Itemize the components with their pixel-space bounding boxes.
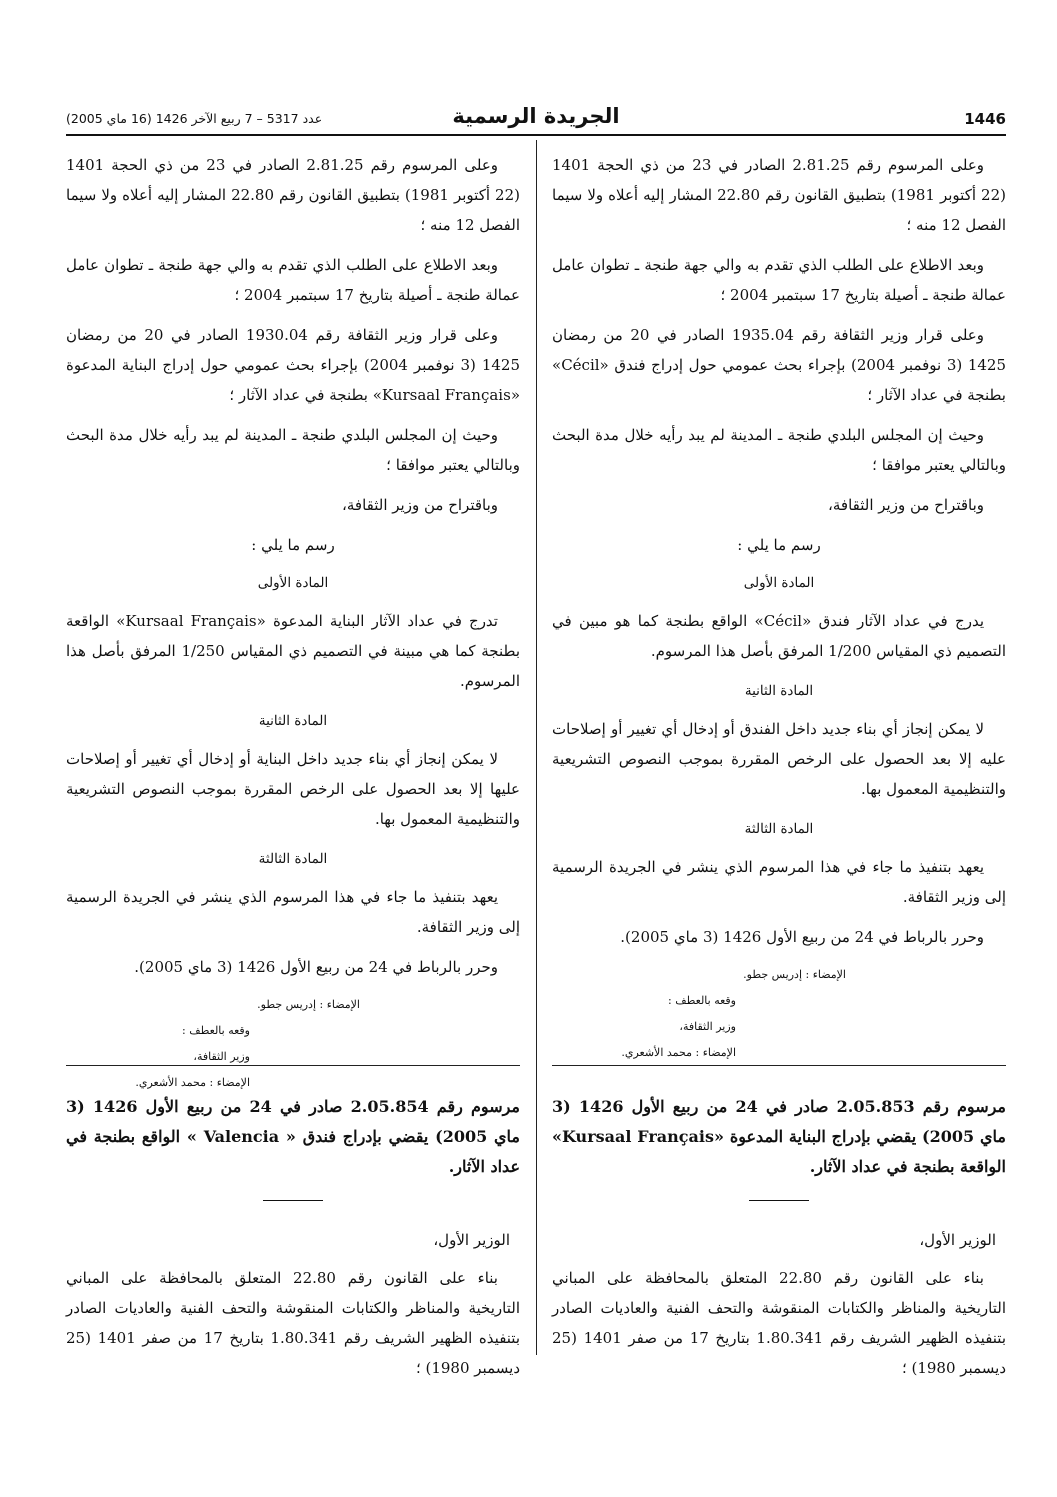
page-number: 1446	[964, 110, 1006, 128]
minister-title: وزير الثقافة،	[679, 1020, 736, 1033]
right-column	[552, 150, 1006, 1066]
paragraph: وعلى المرسوم رقم 2.81.25 الصادر في 23 من ذي الحجة 1401 (22 أكتوبر 1981) بتطبيق القانون رقم 22.80 المشار إليه أعلاه ولا سيما الفصل 12 منه ؛	[552, 156, 1006, 234]
paragraph: وعلى قرار وزير الثقافة رقم 1930.04 الصادر في 20 من رمضان 1425 (3 نوفمبر 2004) بإجراء بحث عمومي حول إدراج البناية المدعوة «Kursaal Français» بطنجة في عداد الآثار ؛	[66, 326, 520, 404]
decreed: رسم ما يلي :	[251, 536, 335, 554]
short-rule	[263, 1200, 323, 1201]
article-2-text: لا يمكن إنجاز أي بناء جديد داخل البناية أو إدخال أي تغيير أو إصلاحات عليها إلا بعد الحصول على الرخص المقررة بموجب النصوص التشريعية والتنظيمية المعمول بها.	[66, 750, 520, 828]
article-1-title: المادة الأولى	[743, 575, 815, 591]
article-2-title: المادة الثانية	[744, 683, 814, 699]
signature: الإمضاء : إدريس جطو.	[743, 968, 846, 981]
proposal: وباقتراح من وزير الثقافة،	[828, 496, 984, 514]
short-rule	[749, 1200, 809, 1201]
decree-title: مرسوم رقم 2.05.854 صادر في 24 من ربيع الأول 1426 (3 ماي 2005) يقضي بإدراج فندق « Valencia » الواقع بطنجة في عداد الآثار.	[66, 1097, 521, 1176]
column-divider	[536, 140, 537, 1355]
signature: الإمضاء : إدريس جطو.	[257, 998, 360, 1011]
minister-signature: الإمضاء : محمد الأشعري.	[135, 1076, 250, 1089]
paragraph: وبعد الاطلاع على الطلب الذي تقدم به والي جهة طنجة ـ تطوان عامل عمالة طنجة ـ أصيلة بتاريخ 17 سبتمبر 2004 ؛	[552, 256, 1006, 304]
paragraph: وعلى قرار وزير الثقافة رقم 1935.04 الصادر في 20 من رمضان 1425 (3 نوفمبر 2004) بإجراء بحث عمومي حول إدراج فندق «Cécil» بطنجة في عداد الآثار ؛	[552, 326, 1007, 404]
left-column	[66, 150, 520, 1096]
paragraph: وبعد الاطلاع على الطلب الذي تقدم به والي جهة طنجة ـ تطوان عامل عمالة طنجة ـ أصيلة بتاريخ 17 سبتمبر 2004 ؛	[66, 256, 520, 304]
minister-signature: الإمضاء : محمد الأشعري.	[621, 1046, 736, 1059]
prime-minister: الوزير الأول،	[433, 1231, 510, 1249]
section-divider	[66, 1065, 520, 1066]
paragraph: وحيث إن المجلس البلدي طنجة ـ المدينة لم يبد رأيه خلال مدة البحث وبالتالي يعتبر موافقا ؛	[552, 426, 1006, 474]
article-1-text: تدرج في عداد الآثار البناية المدعوة «Kursaal Français» الواقعة بطنجة كما هي مبينة في التصميم ذي المقياس 1/250 المرفق بأصل هذا المرسوم.	[66, 612, 520, 690]
proposal: وباقتراح من وزير الثقافة،	[342, 496, 498, 514]
article-2-text: لا يمكن إنجاز أي بناء جديد داخل الفندق أو إدخال أي تغيير أو إصلاحات عليه إلا بعد الحصول على الرخص المقررة بموجب النصوص التشريعية والتنظيمية المعمول بها.	[552, 720, 1006, 798]
page-header	[66, 104, 1006, 136]
preamble: بناء على القانون رقم 22.80 المتعلق بالمحافظة على المباني التاريخية والمناظر والكتابات المنقوشة والتحف الفنية والعاديات الصادر بتنفيذه الظهير الشريف رقم 1.80.341 بتاريخ 17 من صفر 1401 (25 ديسمبر 1980) ؛	[66, 1269, 521, 1377]
countersign: وقعه بالعطف :	[182, 1024, 250, 1037]
section-divider	[552, 1065, 1006, 1066]
paragraph: وعلى المرسوم رقم 2.81.25 الصادر في 23 من ذي الحجة 1401 (22 أكتوبر 1981) بتطبيق القانون رقم 22.80 المشار إليه أعلاه ولا سيما الفصل 12 منه ؛	[66, 156, 520, 234]
minister-title: وزير الثقافة،	[193, 1050, 250, 1063]
decreed: رسم ما يلي :	[737, 536, 821, 554]
preamble: بناء على القانون رقم 22.80 المتعلق بالمحافظة على المباني التاريخية والمناظر والكتابات المنقوشة والتحف الفنية والعاديات الصادر بتنفيذه الظهير الشريف رقم 1.80.341 بتاريخ 17 من صفر 1401 (25 ديسمبر 1980) ؛	[552, 1269, 1007, 1377]
paragraph: وحيث إن المجلس البلدي طنجة ـ المدينة لم يبد رأيه خلال مدة البحث وبالتالي يعتبر موافقا ؛	[66, 426, 520, 474]
article-1-text: يدرج في عداد الآثار فندق «Cécil» الواقع بطنجة كما هو مبين في التصميم ذي المقياس 1/200 المرفق بأصل هذا المرسوم.	[552, 612, 1006, 660]
journal-title: الجريدة الرسمية	[452, 104, 620, 128]
decree-right	[552, 1092, 1006, 1383]
decree-left	[66, 1092, 520, 1383]
article-3-title: المادة الثالثة	[258, 851, 328, 867]
countersign: وقعه بالعطف :	[668, 994, 736, 1007]
done-at: وحرر بالرباط في 24 من ربيع الأول 1426 (3 ماي 2005).	[134, 958, 498, 976]
article-2-title: المادة الثانية	[258, 713, 328, 729]
article-3-text: يعهد بتنفيذ ما جاء في هذا المرسوم الذي ينشر في الجريدة الرسمية إلى وزير الثقافة.	[66, 888, 520, 936]
article-3-text: يعهد بتنفيذ ما جاء في هذا المرسوم الذي ينشر في الجريدة الرسمية إلى وزير الثقافة.	[552, 858, 1006, 906]
article-1-title: المادة الأولى	[257, 575, 329, 591]
done-at: وحرر بالرباط في 24 من ربيع الأول 1426 (3 ماي 2005).	[620, 928, 984, 946]
prime-minister: الوزير الأول،	[919, 1231, 996, 1249]
article-3-title: المادة الثالثة	[744, 821, 814, 837]
issue-info: عدد 5317 – 7 ربيع الآخر 1426 (16 ماي 2005)	[66, 111, 323, 126]
decree-title: مرسوم رقم 2.05.853 صادر في 24 من ربيع الأول 1426 (3 ماي 2005) يقضي بإدراج البناية المدعوة «Kursaal Français» الواقعة بطنجة في عداد الآثار.	[552, 1097, 1007, 1176]
